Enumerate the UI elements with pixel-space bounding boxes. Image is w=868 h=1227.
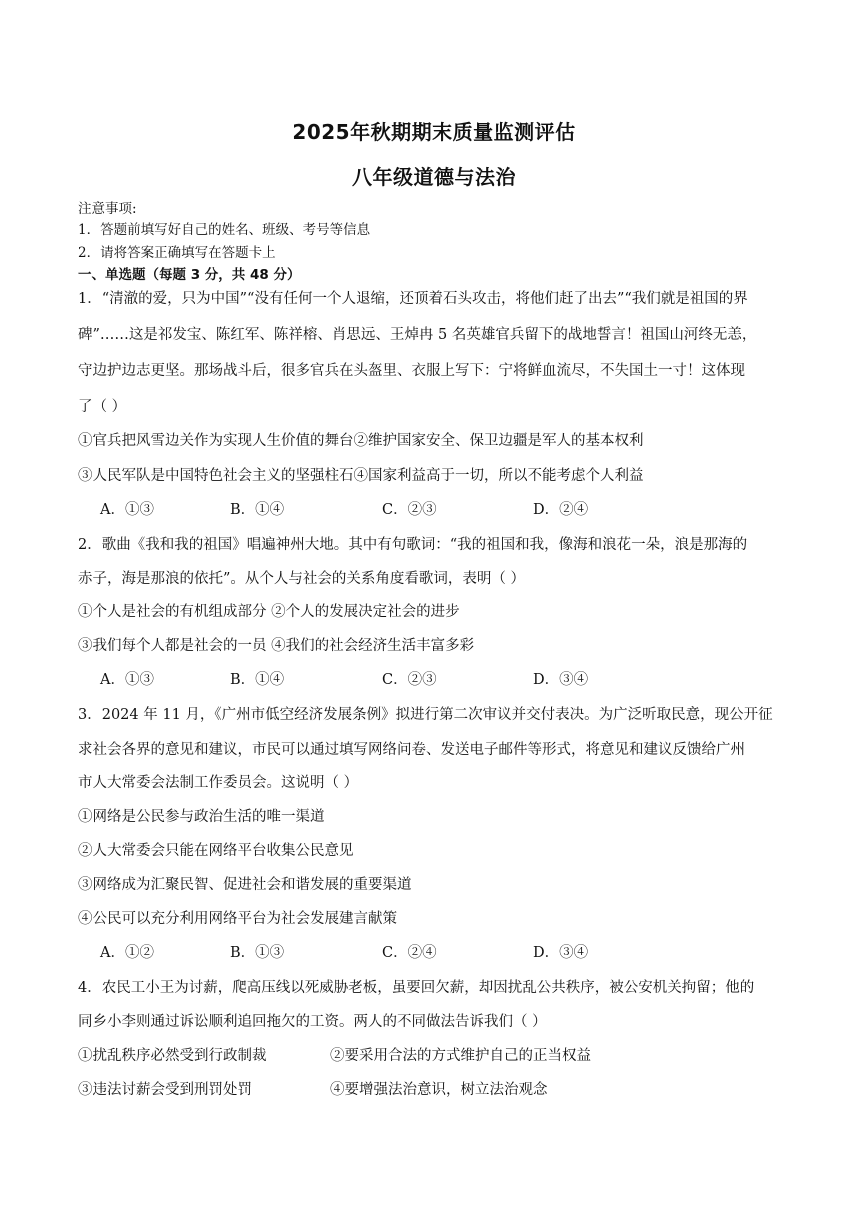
question-stem-line: 赤子，海是那浪的依托”。从个人与社会的关系角度看歌词，表明（ ） — [78, 571, 526, 587]
question-stem-line: 守边护边志更坚。那场战斗后，很多官兵在头盔里、衣服上写下：宁将鲜血流尽，不失国土一寸！这体现 — [78, 363, 745, 379]
option-a[interactable]: A．①③ — [100, 502, 154, 518]
option-a[interactable]: A．①② — [100, 945, 154, 961]
option-c[interactable]: C．②④ — [382, 945, 437, 961]
question-stem-line: 求社会各界的意见和建议，市民可以通过填写网络问卷、发送电子邮件等形式，将意见和建议反馈给广州 — [78, 742, 745, 758]
notice-heading: 注意事项: — [78, 201, 137, 217]
question-statement: ①个人是社会的有机组成部分 ②个人的发展决定社会的进步 — [78, 604, 460, 620]
exam-subject: 八年级道德与法治 — [352, 165, 516, 189]
option-a[interactable]: A．①③ — [100, 672, 154, 688]
option-b[interactable]: B．①④ — [230, 502, 285, 518]
question-statement-row — [78, 1080, 798, 1100]
option-c[interactable]: C．②③ — [382, 502, 437, 518]
question-statement: ②人大常委会只能在网络平台收集公民意见 — [78, 843, 354, 859]
question-statement: ④公民可以充分利用网络平台为社会发展建言献策 — [78, 911, 397, 927]
option-d[interactable]: D．③④ — [533, 945, 589, 961]
question-stem-line: 市人大常委会法制工作委员会。这说明（ ） — [78, 775, 359, 791]
exam-title: 2025年秋期期末质量监测评估 — [292, 120, 576, 144]
question-statement: ③违法讨薪会受到刑罚处罚 — [78, 1082, 252, 1098]
section-title: 一、单选题（每题 3 分，共 48 分） — [78, 267, 301, 283]
notice-item: 1．答题前填写好自己的姓名、班级、考号等信息 — [78, 222, 371, 238]
question-statement: ④要增强法治意识，树立法治观念 — [330, 1082, 548, 1098]
notice-item: 2．请将答案正确填写在答题卡上 — [78, 245, 276, 261]
question-statement-row — [78, 1046, 798, 1066]
question-stem-line: 3．2024 年 11 月，《广州市低空经济发展条例》拟进行第二次审议并交付表决。为广泛听取民意，现公开征 — [78, 707, 773, 723]
question-stem-line: 1．“清澈的爱，只为中国”“没有任何一个人退缩，还顶着石头攻击，将他们赶了出去”“我们就是祖国的界 — [78, 291, 748, 307]
option-b[interactable]: B．①③ — [230, 945, 285, 961]
question-statement: ③网络成为汇聚民智、促进社会和谐发展的重要渠道 — [78, 877, 412, 893]
question-stem-line: 2．歌曲《我和我的祖国》唱遍神州大地。其中有句歌词：“我的祖国和我，像海和浪花一朵，浪是那海的 — [78, 537, 748, 553]
option-d[interactable]: D．②④ — [533, 502, 589, 518]
question-statement: ①官兵把风雪边关作为实现人生价值的舞台②维护国家安全、保卫边疆是军人的基本权利 — [78, 433, 644, 449]
option-c[interactable]: C．②③ — [382, 672, 437, 688]
question-statement: ②要采用合法的方式维护自己的正当权益 — [330, 1048, 591, 1064]
question-stem-line: 碑”……这是祁发宝、陈红军、陈祥榕、肖思远、王焯冉 5 名英雄官兵留下的战地誓言！祖国山河终无恙， — [78, 327, 757, 343]
question-statement: ①扰乱秩序必然受到行政制裁 — [78, 1048, 267, 1064]
question-stem-line: 4．农民工小王为讨薪，爬高压线以死威胁老板，虽要回欠薪，却因扰乱公共秩序，被公安机关拘留；他的 — [78, 980, 755, 996]
question-stem-line: 同乡小李则通过诉讼顺利追回拖欠的工资。两人的不同做法告诉我们（ ） — [78, 1014, 547, 1030]
question-stem-line: 了（ ） — [78, 399, 127, 415]
option-d[interactable]: D．③④ — [533, 672, 589, 688]
option-b[interactable]: B．①④ — [230, 672, 285, 688]
question-statement: ③我们每个人都是社会的一员 ④我们的社会经济生活丰富多彩 — [78, 638, 475, 654]
question-statement: ①网络是公民参与政治生活的唯一渠道 — [78, 809, 325, 825]
question-statement: ③人民军队是中国特色社会主义的坚强柱石④国家利益高于一切，所以不能考虑个人利益 — [78, 468, 644, 484]
